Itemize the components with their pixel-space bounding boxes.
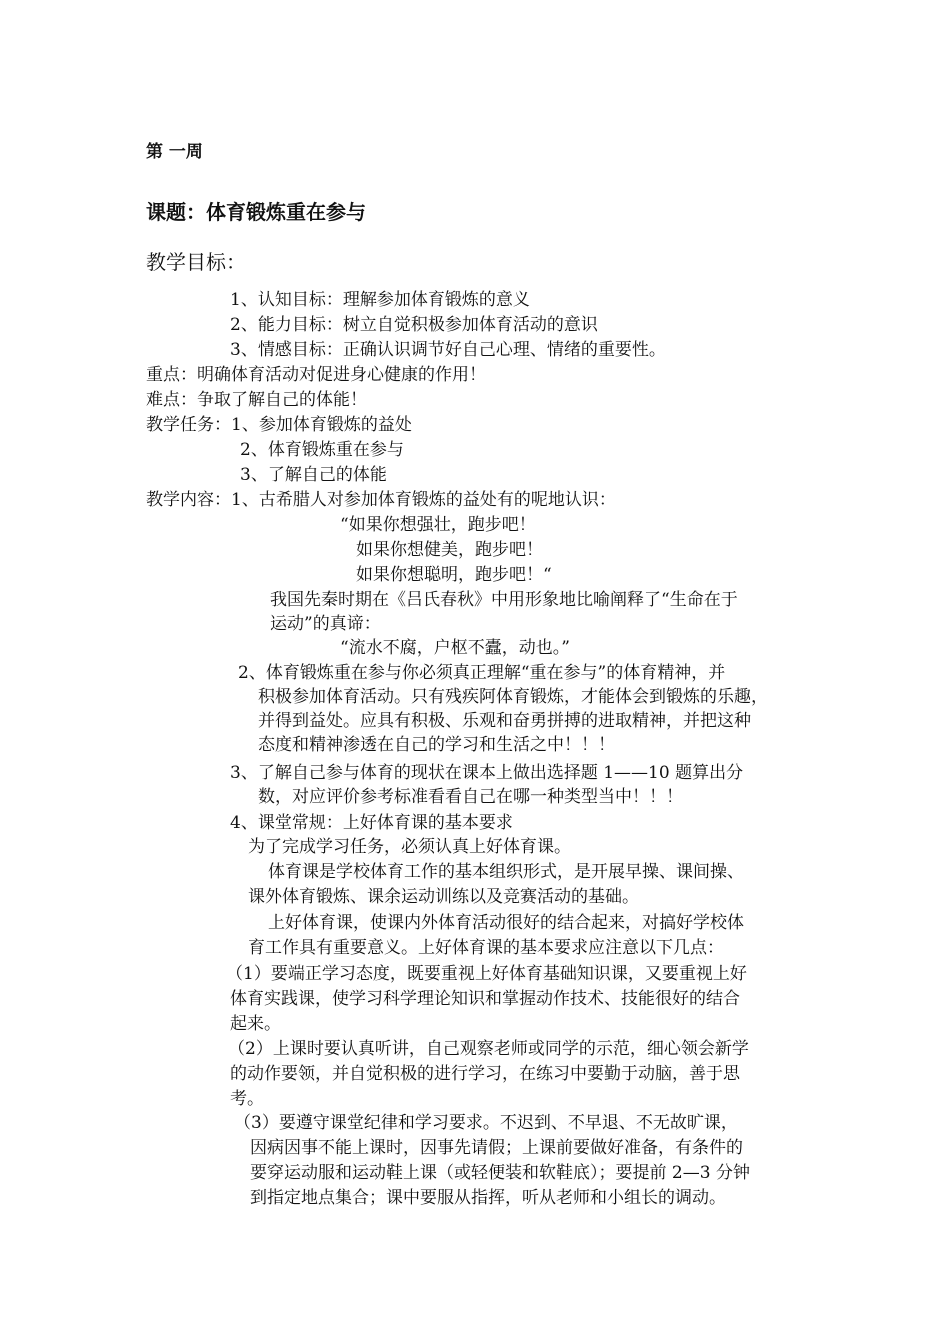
paragraph-line: 并得到益处。应具有积极、乐观和奋勇拼搏的进取精神，并把这种 — [258, 711, 751, 731]
requirement-line: （3）要遵守课堂纪律和学习要求。不迟到、不早退、不无故旷课， — [234, 1113, 738, 1133]
task-item: 教学任务：1、参加体育锻炼的益处 — [146, 415, 412, 435]
quote-line: 如果你想健美，跑步吧！ — [356, 540, 543, 560]
requirement-line: （1）要端正学习态度，既要重视上好体育基础知识课，又要重视上好 — [226, 964, 747, 984]
objective-item: 2、能力目标：树立自觉积极参加体育活动的意识 — [230, 315, 598, 335]
paragraph-line: 体育课是学校体育工作的基本组织形式，是开展早操、课间操、 — [268, 862, 744, 882]
requirement-line: 的动作要领，并自觉积极的进行学习，在练习中要勤于动脑，善于思 — [230, 1064, 740, 1084]
requirement-line: 体育实践课，使学习科学理论知识和掌握动作技术、技能很好的结合 — [230, 989, 740, 1009]
task-item: 2、体育锻炼重在参与 — [240, 440, 404, 460]
paragraph-line: 上好体育课，使课内外体育活动很好的结合起来，对搞好学校体 — [268, 913, 744, 933]
paragraph-line: 运动”的真谛： — [270, 614, 381, 634]
paragraph-line: 2、体育锻炼重在参与你必须真正理解“重在参与”的体育精神，并 — [238, 663, 726, 683]
paragraph-line: 积极参加体育活动。只有残疾阿体育锻炼，才能体会到锻炼的乐趣， — [258, 687, 768, 707]
paragraph-line: 为了完成学习任务，必须认真上好体育课。 — [248, 837, 571, 857]
requirement-line: 因病因事不能上课时，因事先请假；上课前要做好准备，有条件的 — [250, 1138, 743, 1158]
paragraph-line: 数，对应评价参考标准看看自己在哪一种类型当中！！！ — [258, 787, 683, 807]
lesson-topic: 课题：体育锻炼重在参与 — [146, 200, 366, 224]
paragraph-line: 态度和精神渗透在自己的学习和生活之中！！！ — [258, 735, 615, 755]
paragraph-line: 育工作具有重要意义。上好体育课的基本要求应注意以下几点： — [248, 938, 724, 958]
paragraph-line: 我国先秦时期在《吕氏春秋》中用形象地比喻阐释了“生命在于 — [270, 590, 738, 610]
content-intro: 教学内容：1、古希腊人对参加体育锻炼的益处有的呢地认识： — [146, 490, 616, 510]
requirement-line: 起来。 — [230, 1014, 281, 1034]
objective-item: 1、认知目标：理解参加体育锻炼的意义 — [230, 290, 530, 310]
paragraph-line: 课外体育锻炼、课余运动训练以及竞赛活动的基础。 — [248, 887, 639, 907]
difficulty: 难点：争取了解自己的体能！ — [146, 390, 367, 410]
section-title: 4、课堂常规：上好体育课的基本要求 — [230, 813, 513, 833]
quote-line: 如果你想聪明，跑步吧！“ — [356, 565, 552, 585]
key-point: 重点：明确体育活动对促进身心健康的作用！ — [146, 365, 486, 385]
quote-line: “如果你想强壮，跑步吧！ — [340, 515, 536, 535]
requirement-line: 到指定地点集合；课中要服从指挥，听从老师和小组长的调动。 — [250, 1188, 726, 1208]
requirement-line: 要穿运动服和运动鞋上课（或轻便装和软鞋底）；要提前 2—3 分钟 — [250, 1163, 750, 1183]
requirement-line: 考。 — [230, 1089, 264, 1109]
proverb: “流水不腐，户枢不蠹，动也。” — [340, 638, 570, 658]
paragraph-line: 3、了解自己参与体育的现状在课本上做出选择题 1——10 题算出分 — [230, 763, 744, 783]
requirement-line: （2）上课时要认真听讲，自己观察老师或同学的示范，细心领会新学 — [228, 1039, 749, 1059]
objectives-heading: 教学目标： — [146, 250, 246, 274]
objective-item: 3、情感目标：正确认识调节好自己心理、情绪的重要性。 — [230, 340, 666, 360]
week-label: 第 一周 — [146, 142, 203, 162]
task-item: 3、了解自己的体能 — [240, 465, 387, 485]
